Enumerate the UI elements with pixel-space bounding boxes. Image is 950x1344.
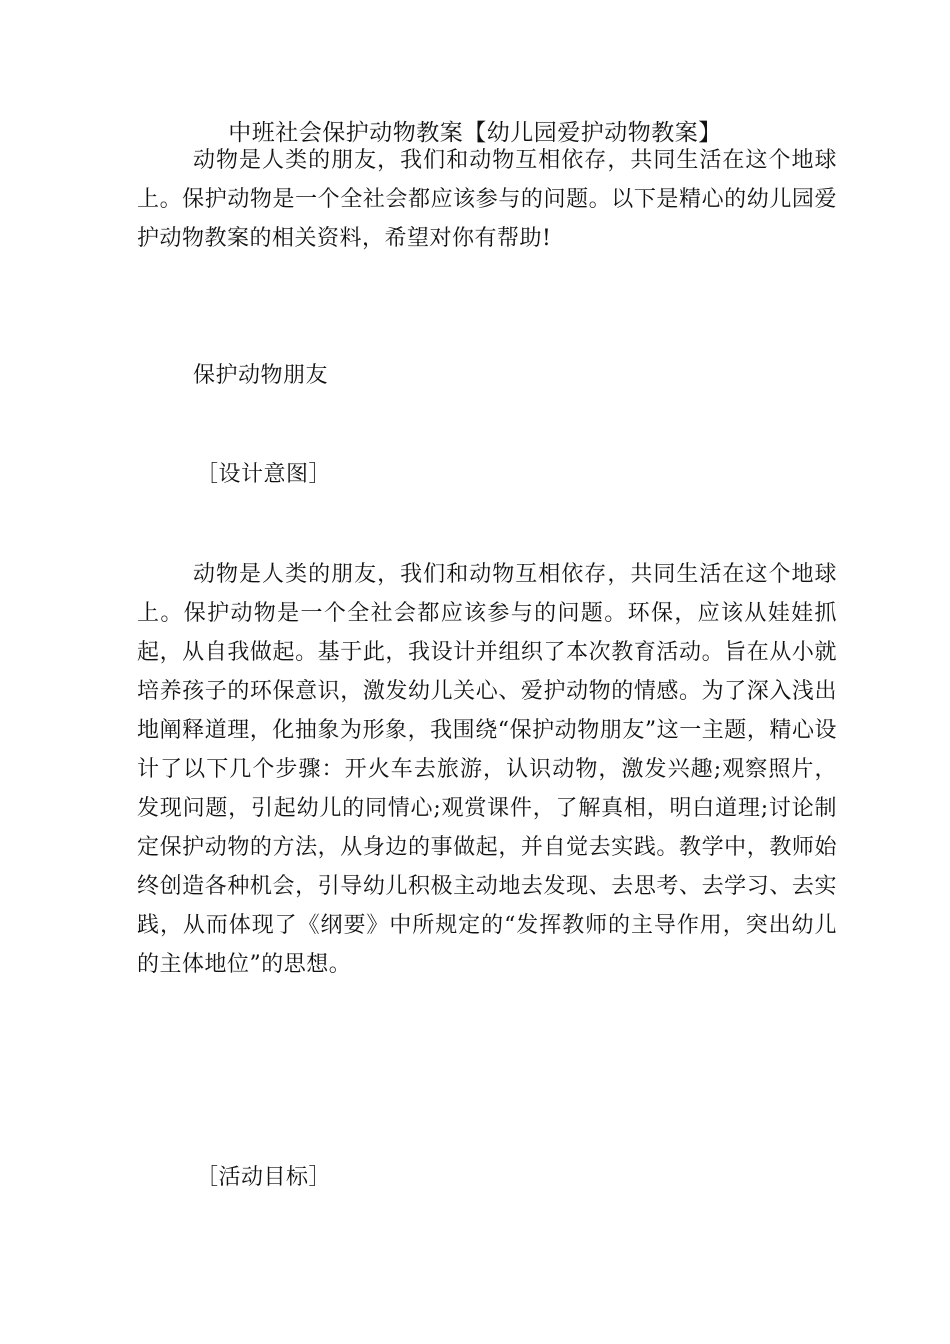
lesson-title: 保护动物朋友: [193, 363, 329, 388]
intro-paragraph: 动物是人类的朋友，我们和动物互相依存，共同生活在这个地球上。保护动物是一个全社会都应该参与的问题。以下是精心的幼儿园爱护动物教案的相关资料，希望对你有帮助!: [137, 148, 837, 251]
activity-goals-heading: ［活动目标］: [196, 1165, 332, 1190]
design-intent-heading: ［设计意图］: [196, 462, 332, 487]
document-title: 中班社会保护动物教案【幼儿园爱护动物教案】: [228, 120, 722, 146]
design-intent-paragraph: 动物是人类的朋友，我们和动物互相依存，共同生活在这个地球上。保护动物是一个全社会都应该参与的问题。环保，应该从娃娃抓起，从自我做起。基于此，我设计并组织了本次教育活动。旨在从小就培养孩子的环保意识，激发幼儿关心、爱护动物的情感。为了深入浅出地阐释道理，化抽象为形象，我围绕“保护动物朋友”这一主题，精心设计了以下几个步骤：开火车去旅游，认识动物，激发兴趣;观察照片，发现问题，引起幼儿的同情心;观赏课件，了解真相，明白道理;讨论制定保护动物的方法，从身边的事做起，并自觉去实践。教学中，教师始终创造各种机会，引导幼儿积极主动地去发现、去思考、去学习、去实践，从而体现了《纲要》中所规定的“发挥教师的主导作用，突出幼儿的主体地位”的思想。: [137, 562, 837, 977]
